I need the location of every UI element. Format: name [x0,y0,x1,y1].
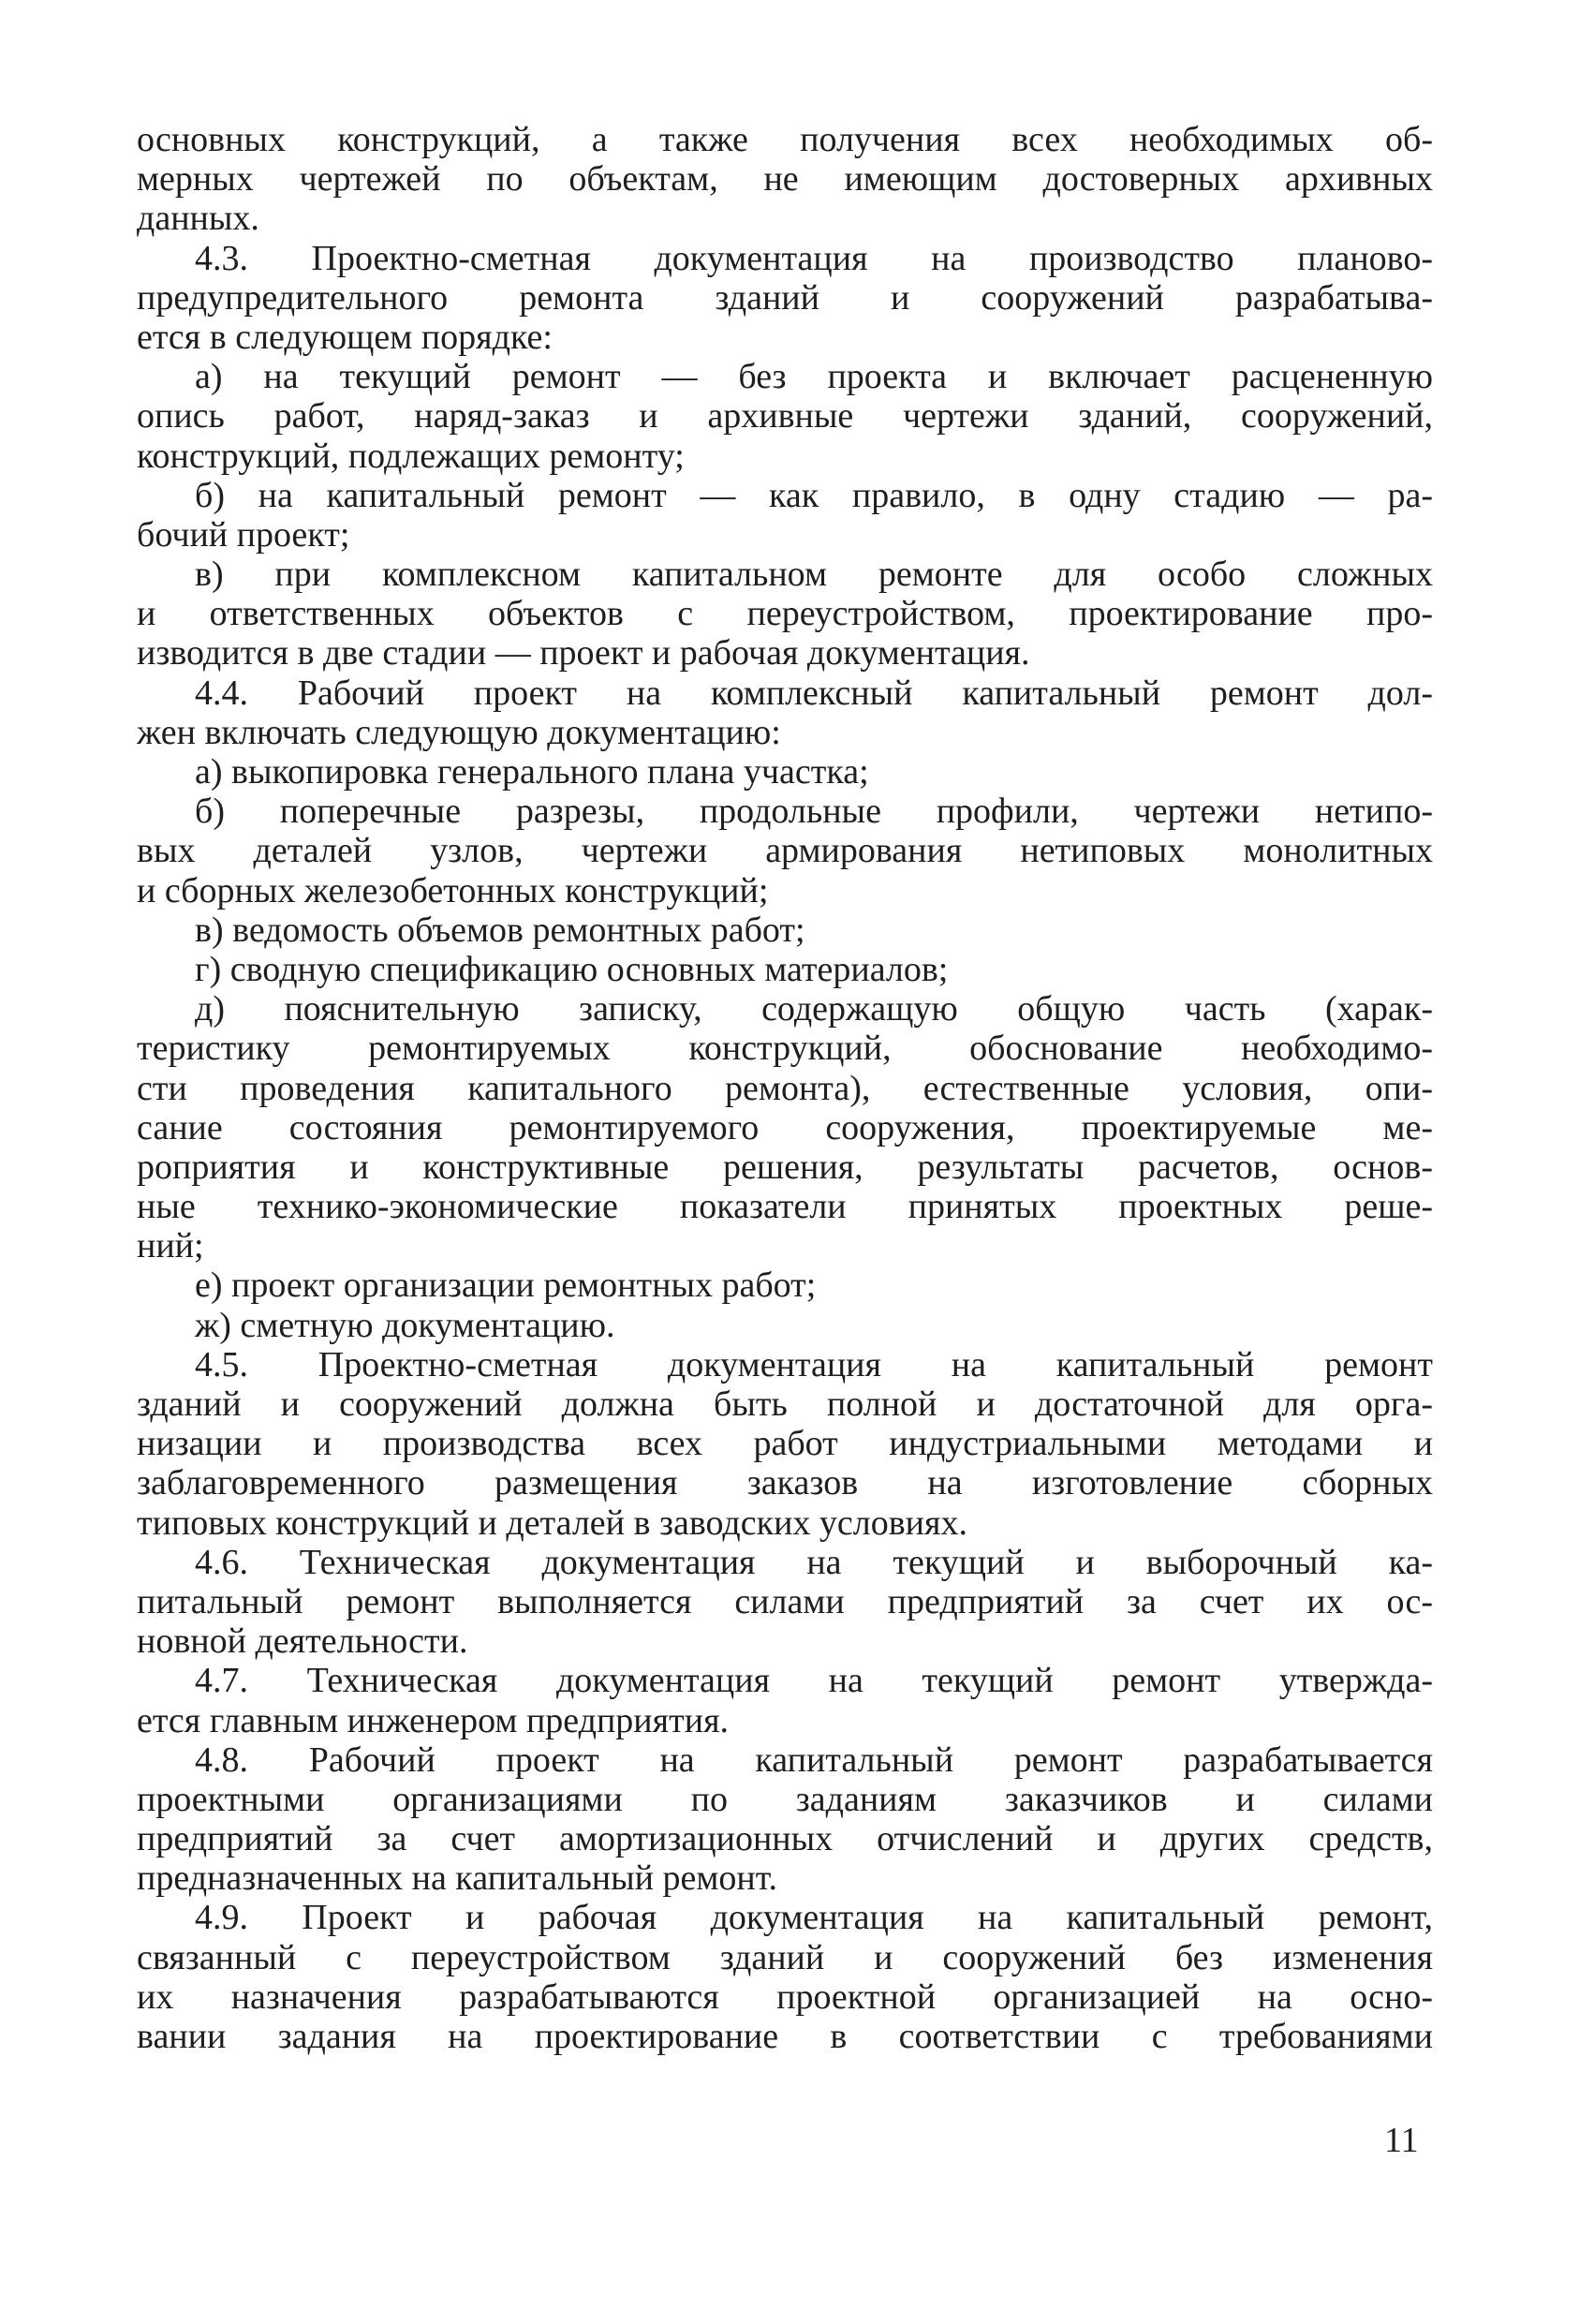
text-line: типовых конструкций и деталей в заводских условиях. [137,1502,967,1543]
text-line: в) при комплексном капитальном ремонте для особо сложных [195,555,1433,595]
text-line: ний; [137,1226,204,1266]
text-line: ные технико-экономические показатели принятых проектных реше- [137,1187,1433,1227]
text-line: заблаговременного размещения заказов на изготовление сборных [137,1463,1433,1503]
text-line: а) выкопировка генерального плана участка; [195,752,869,792]
body-text [137,120,1433,2056]
text-line: ется в следующем порядке: [137,317,553,357]
text-line: жен включать следующую документацию: [137,712,781,752]
text-line: в) ведомость объемов ремонтных работ; [195,910,805,950]
text-line: проектными организациями по заданиям заказчиков и силами [137,1779,1433,1819]
text-line: предприятий за счет амортизационных отчислений и других средств, [137,1819,1433,1859]
text-line: 4.7. Техническая документация на текущий ремонт утвержда- [195,1661,1433,1701]
text-line: и ответственных объектов с переустройством, проектирование про- [137,594,1433,634]
text-line: зданий и сооружений должна быть полной и достаточной для орга- [137,1384,1433,1424]
text-line: основных конструкций, а также получения всех необходимых об- [137,120,1433,159]
text-line: связанный с переустройством зданий и сооружений без изменения [137,1937,1433,1977]
text-line: новной деятельности. [137,1621,468,1662]
text-line: вых деталей узлов, чертежи армирования нетиповых монолитных [137,831,1433,871]
text-line: бочий проект; [137,514,350,555]
text-line: питальный ремонт выполняется силами предприятий за счет их ос- [137,1581,1433,1621]
text-line: данных. [137,199,259,239]
text-line: их назначения разрабатываются проектной организацией на осно- [137,1976,1433,2017]
text-line: 4.8. Рабочий проект на капитальный ремонт разрабатывается [195,1739,1433,1780]
text-line: 4.3. Проектно-сметная документация на производство планово- [195,238,1433,278]
text-line: предупредительного ремонта зданий и сооружений разрабатыва- [137,277,1433,318]
text-line: предназначенных на капитальный ремонт. [137,1858,777,1899]
text-line: изводится в две стадии — проект и рабочая документация. [137,633,1030,674]
text-line: и сборных железобетонных конструкций; [137,870,769,910]
text-line: а) на текущий ремонт — без проекта и включает расцененную [195,357,1433,397]
text-line: роприятия и конструктивные решения, результаты расчетов, основ- [137,1147,1433,1187]
text-line: ж) сметную документацию. [195,1305,615,1345]
text-line: г) сводную спецификацию основных материалов; [195,949,949,989]
text-line: ется главным инженером предприятия. [137,1700,730,1740]
text-line: б) на капитальный ремонт — как правило, в одну стадию — ра- [195,475,1433,515]
text-line: 4.5. Проектно-сметная документация на капитальный ремонт [195,1344,1433,1384]
text-line: д) пояснительную записку, содержащую общую часть (харак- [195,989,1433,1029]
text-line: опись работ, наряд-заказ и архивные чертежи зданий, сооружений, [137,396,1433,437]
text-line: вании задания на проектирование в соответствии с требованиями [137,2017,1433,2056]
text-line: низации и производства всех работ индустриальными методами и [137,1424,1433,1464]
text-line: сание состояния ремонтируемого сооружения, проектируемые ме- [137,1107,1433,1147]
text-line: конструкций, подлежащих ремонту; [137,436,685,476]
page-number: 11 [1384,2121,1419,2160]
text-line: 4.4. Рабочий проект на комплексный капитальный ремонт дол- [195,673,1433,713]
text-line: 4.9. Проект и рабочая документация на капитальный ремонт, [195,1898,1433,1938]
text-line: е) проект организации ремонтных работ; [195,1266,817,1306]
text-line: б) поперечные разрезы, продольные профили, чертежи нетипо- [195,792,1433,832]
text-line: мерных чертежей по объектам, не имеющим достоверных архивных [137,159,1433,200]
text-line: 4.6. Техническая документация на текущий и выборочный ка- [195,1542,1433,1582]
text-line: теристику ремонтируемых конструкций, обоснование необходимо- [137,1029,1433,1069]
text-line: сти проведения капитального ремонта), естественные условия, опи- [137,1068,1433,1108]
